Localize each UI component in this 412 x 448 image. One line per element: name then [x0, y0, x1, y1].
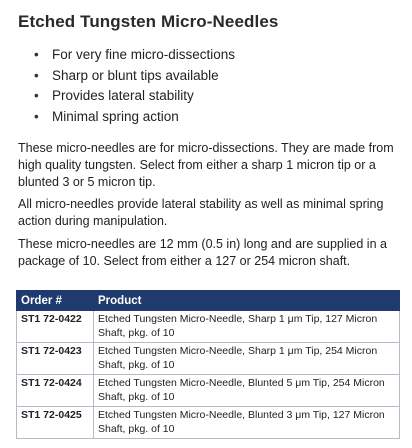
product-description: Etched Tungsten Micro-Needle, Sharp 1 μm Tip, 127 Micron Shaft, pkg. of 10	[94, 311, 400, 343]
product-description: Etched Tungsten Micro-Needle, Blunted 5 μm Tip, 254 Micron Shaft, pkg. of 10	[94, 375, 400, 407]
feature-item	[34, 86, 235, 107]
feature-item	[34, 66, 235, 87]
order-number: ST1 72-0424	[17, 375, 94, 407]
order-number: ST1 72-0425	[17, 407, 94, 439]
column-header-product: Product	[94, 291, 400, 311]
page-title: Etched Tungsten Micro-Needles	[18, 12, 279, 31]
feature-text: Minimal spring action	[52, 108, 179, 124]
feature-text: Sharp or blunt tips available	[52, 67, 219, 83]
feature-text: For very fine micro-dissections	[52, 47, 236, 62]
feature-item	[34, 107, 235, 128]
order-number: ST1 72-0422	[17, 311, 94, 343]
table-row	[17, 407, 400, 439]
bullet-icon: •	[34, 67, 39, 83]
bullet-icon: •	[34, 47, 39, 62]
table-row	[17, 375, 400, 407]
column-header-order: Order #	[17, 291, 94, 311]
feature-list	[34, 45, 235, 127]
product-table	[16, 290, 400, 439]
bullet-icon: •	[34, 88, 39, 103]
feature-text: Provides lateral stability	[52, 88, 194, 103]
description-paragraph: All micro-needles provide lateral stability as well as minimal spring action during manipulation.	[18, 197, 384, 228]
product-description: Etched Tungsten Micro-Needle, Blunted 3 μm Tip, 127 Micron Shaft, pkg. of 10	[94, 407, 400, 439]
description-paragraph: These micro-needles are 12 mm (0.5 in) long and are supplied in a package of 10. Select from either a 127 or 254 micron shaft.	[18, 237, 387, 268]
order-number: ST1 72-0423	[17, 343, 94, 375]
bullet-icon: •	[34, 108, 39, 124]
table-row	[17, 311, 400, 343]
description-paragraph: These micro-needles are for micro-dissections. They are made from high quality tungsten. Select from either a sharp 1 micron tip or a blunted 3 or 5 micron tip.	[18, 141, 394, 189]
table-header-row	[17, 291, 400, 311]
feature-item	[34, 45, 235, 66]
table-row	[17, 343, 400, 375]
product-description: Etched Tungsten Micro-Needle, Sharp 1 μm Tip, 254 Micron Shaft, pkg. of 10	[94, 343, 400, 375]
